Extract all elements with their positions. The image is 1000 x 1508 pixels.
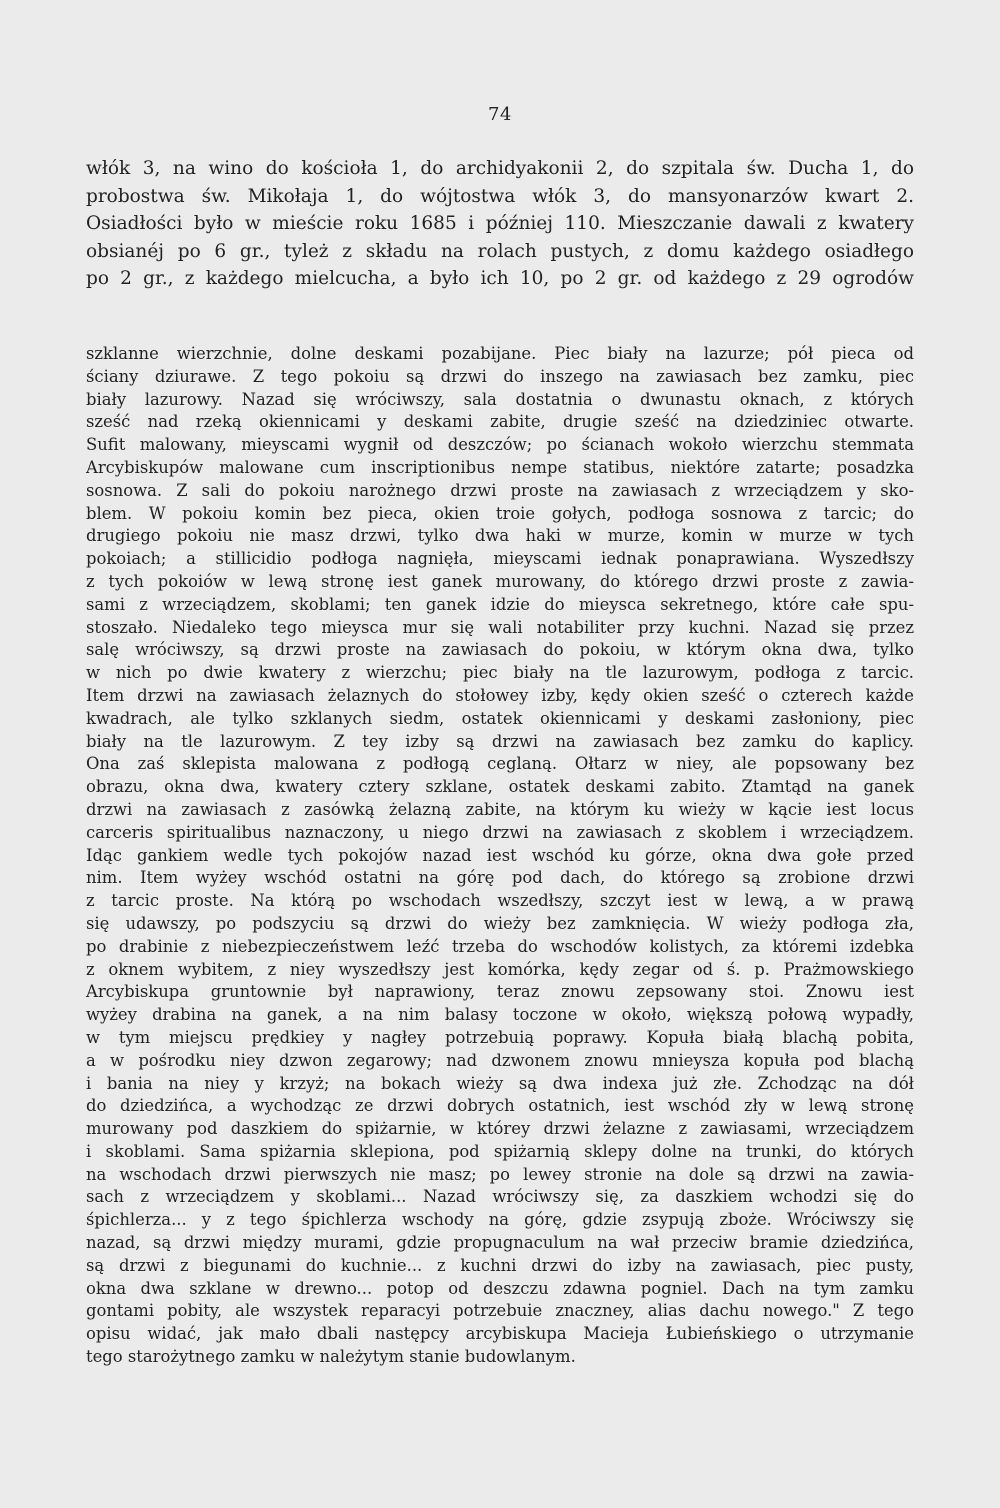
- text-line: biały lazurowy. Nazad się wróciwszy, sala dostatnia o dwunastu oknach, z których: [86, 389, 914, 409]
- text-line: pokoiach; a stillicidio podłoga nagnięła, mieyscami iednak ponaprawiana. Wyszedłszy: [86, 549, 914, 569]
- text-line: z oknem wybitem, z niey wyszedłszy jest komórka, kędy zegar od ś. p. Prażmowskiego: [86, 959, 914, 979]
- text-line: Sufit malowany, mieyscami wygnił od deszczów; po ścianach wokoło wierzchu stemmata: [86, 435, 914, 455]
- text-line: nim. Item wyżey wschód ostatni na górę pod dach, do którego są zrobione drzwi: [86, 868, 914, 888]
- text-line: z tych pokoiów w lewą stronę iest ganek murowany, do którego drzwi proste z zawia-: [86, 571, 914, 591]
- text-line: murowany pod daszkiem do spiżarnie, w którey drzwi żelazne z zawiasami, wrzeciądzem: [86, 1119, 914, 1139]
- text-line: sach z wrzeciądzem y skoblami... Nazad wróciwszy się, za daszkiem wchodzi się do: [86, 1187, 914, 1207]
- text-line: i bania na niey y krzyż; na bokach wieży są dwa indexa już złe. Zchodząc na dół: [86, 1073, 914, 1093]
- text-line: okna dwa szklane w drewno... potop od deszczu zdawna pogniel. Dach na tym zamku: [86, 1278, 914, 1298]
- text-line: nazad, są drzwi między murami, gdzie propugnaculum na wał przeciw bramie dziedzińca,: [86, 1233, 914, 1253]
- text-line: Arcybiskupa gruntownie był naprawiony, teraz znowu zepsowany stoi. Znowu iest: [86, 982, 914, 1002]
- text-line: obrazu, okna dwa, kwatery cztery szklane, ostatek deskami zabito. Ztamtąd na ganek: [86, 777, 914, 797]
- text-line: carceris spiritualibus naznaczony, u niego drzwi na zawiasach z skoblem i wrzeciądzem.: [86, 822, 914, 842]
- text-line: Arcybiskupów malowane cum inscriptionibus nempe statibus, niektóre zatarte; posadzka: [86, 457, 914, 477]
- text-line: śpichlerza... y z tego śpichlerza wschody na górę, gdzie zsypują zboże. Wróciwszy się: [86, 1210, 914, 1230]
- text-line: salę wróciwszy, są drzwi proste na zawiasach do pokoiu, w którym okna dwa, tylko: [86, 640, 914, 660]
- text-line: Item drzwi na zawiasach żelaznych do stołowey izby, kędy okien sześć o czterech każde: [86, 685, 914, 705]
- text-line: opisu widać, jak mało dbali następcy arcybiskupa Macieja Łubieńskiego o utrzymanie: [86, 1324, 914, 1344]
- text-line: na wschodach drzwi pierwszych nie masz; po lewey stronie na dole są drzwi na zawia-: [86, 1164, 914, 1184]
- text-line: stoszało. Niedaleko tego mieysca mur się wali notabiliter przy kuchni. Nazad się przez: [86, 617, 914, 637]
- text-line: są drzwi z biegunami do kuchnie... z kuchni drzwi do izby na zawiasach, piec pusty,: [86, 1255, 914, 1275]
- text-line: i skoblami. Sama spiżarnia sklepiona, pod spiżarnią sklepy dolne na trunki, do których: [86, 1141, 914, 1161]
- bottom-paragraph: [86, 343, 914, 1369]
- text-line: Ona zaś sklepista malowana z podłogą ceglaną. Ołtarz w niey, ale popsowany bez: [86, 754, 914, 774]
- text-line: Idąc gankiem wedle tych pokojów nazad iest wschód ku górze, okna dwa gołe przed: [86, 845, 914, 865]
- text-line: blem. W pokoiu komin bez pieca, okien troie gołych, podłoga sosnowa z tarcic; do: [86, 503, 914, 523]
- text-line: się udawszy, po podszyciu są drzwi do wieży bez zamknięcia. W wieży podłoga zła,: [86, 913, 914, 933]
- text-line: drzwi na zawiasach z zasówką żelazną zabite, na którym ku wieży w kącie iest locus: [86, 799, 914, 819]
- text-line: do dziedzińca, a wychodząc ze drzwi dobrych ostatnich, iest wschód zły w lewą stronę: [86, 1096, 914, 1116]
- text-line: probostwa św. Mikołaja 1, do wójtostwa włók 3, do mansyonarzów kwart 2.: [86, 185, 914, 207]
- text-line: włók 3, na wino do kościoła 1, do archidyakonii 2, do szpitala św. Ducha 1, do: [86, 158, 914, 179]
- text-line: sosnowa. Z sali do pokoiu narożnego drzwi proste na zawiasach z wrzeciądzem y sko-: [86, 480, 914, 500]
- text-line: biały na tle lazurowym. Z tey izby są drzwi na zawiasach bez zamku do kaplicy.: [86, 731, 914, 751]
- text-line: sześć nad rzeką okiennicami y deskami zabite, drugie sześć na dziedziniec otwarte.: [86, 412, 914, 432]
- text-line: po drabinie z niebezpieczeństwem leźć trzeba do wschodów kolistych, za któremi izdebka: [86, 936, 914, 956]
- text-line: obsianéj po 6 gr., tyleż z składu na rolach pustych, z domu każdego osiadłego: [86, 240, 914, 262]
- top-paragraph: [86, 155, 914, 293]
- text-line: tego starożytnego zamku w należytym stanie budowlanym.: [86, 1347, 576, 1367]
- text-line: ściany dziurawe. Z tego pokoiu są drzwi do inszego na zawiasach bez zamku, piec: [86, 366, 914, 386]
- text-line: po 2 gr., z każdego mielcucha, a było ich 10, po 2 gr. od każdego z 29 ogrodów: [86, 268, 914, 290]
- text-line: sami z wrzeciądzem, skoblami; ten ganek idzie do mieysca sekretnego, które całe spu-: [86, 594, 914, 614]
- text-line: a w pośrodku niey dzwon zegarowy; nad dzwonem znowu mnieysza kopuła pod blachą: [86, 1050, 914, 1070]
- text-line: drugiego pokoiu nie masz drzwi, tylko dwa haki w murze, komin w murze w tych: [86, 526, 914, 546]
- page-number: 74: [488, 104, 512, 125]
- text-line: z tarcic proste. Na którą po wschodach wszedłszy, szczyt iest w lewą, a w prawą: [86, 891, 914, 911]
- text-line: gontami pobity, ale wszystek reparacyi potrzebuie znaczney, alias dachu nowego." Z tego: [86, 1301, 914, 1321]
- text-line: w nich po dwie kwatery z wierzchu; piec biały na tle lazurowym, podłoga z tarcic.: [86, 663, 914, 683]
- text-line: Osiadłości było w mieście roku 1685 i później 110. Mieszczanie dawali z kwatery: [86, 213, 914, 235]
- text-line: wyżey drabina na ganek, a na nim balasy toczone w około, większą połową wypadły,: [86, 1005, 914, 1025]
- text-line: szklanne wierzchnie, dolne deskami pozabijane. Piec biały na lazurze; pół pieca od: [86, 344, 914, 363]
- text-line: kwadrach, ale tylko szklanych siedm, ostatek okiennicami y deskami zasłoniony, piec: [86, 708, 914, 728]
- text-line: w tym miejscu prędkiey y nagłey potrzebuią poprawy. Kopuła białą blachą pobita,: [86, 1027, 914, 1047]
